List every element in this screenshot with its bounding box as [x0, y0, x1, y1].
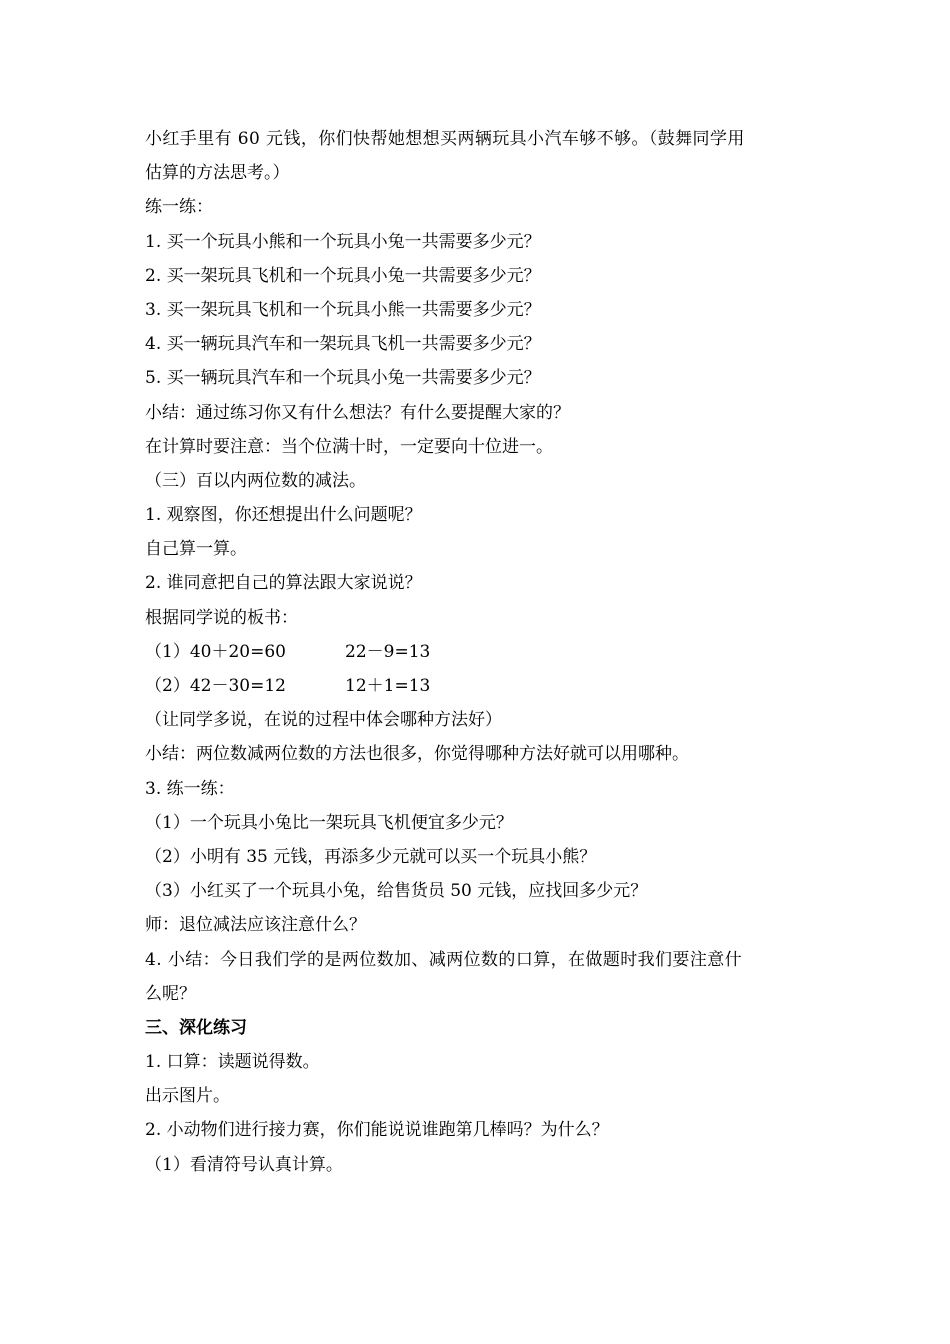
paragraph-line: 自己算一算。: [145, 539, 247, 560]
exercise-item: （1）看清符号认真计算。: [145, 1154, 343, 1175]
document-body: [145, 122, 825, 1182]
paragraph-line: 小红手里有 60 元钱，你们快帮她想想买两辆玩具小汽车够不够。（鼓舞同学用: [145, 129, 745, 149]
practice-label: 3. 练一练：: [145, 778, 235, 799]
note-line: 在计算时要注意：当个位满十时，一定要向十位进一。: [145, 436, 553, 457]
paragraph-line: 么呢？: [145, 983, 196, 1004]
summary-line: 4. 小结：今日我们学的是两位数加、减两位数的口算，在做题时我们要注意什: [145, 949, 743, 970]
question-line: 师：退位减法应该注意什么？: [145, 915, 366, 936]
exercise-item: （2）小明有 35 元钱，再添多少元就可以买一个玩具小熊？: [145, 846, 597, 867]
exercise-item: 1. 口算：读题说得数。: [145, 1052, 320, 1073]
exercise-item: 4. 买一辆玩具汽车和一架玩具飞机一共需要多少元？: [145, 334, 541, 355]
board-equation-right: 12＋1=13: [345, 676, 431, 696]
board-equation-right: 22－9=13: [345, 641, 431, 662]
paragraph-line: 估算的方法思考。）: [145, 163, 290, 184]
section-heading: 三、深化练习: [145, 1017, 247, 1038]
exercise-item: 2. 买一架玩具飞机和一个玩具小兔一共需要多少元？: [145, 265, 541, 286]
board-row: [145, 635, 825, 669]
board-equation-left: （1）40＋20=60: [145, 641, 286, 662]
exercise-item: （1）一个玩具小兔比一架玩具飞机便宜多少元？: [145, 812, 513, 833]
question-line: 2. 小动物们进行接力赛，你们能说说谁跑第几棒吗？为什么？: [145, 1120, 609, 1141]
question-line: 1. 观察图，你还想提出什么问题呢？: [145, 505, 422, 526]
paragraph-line: 根据同学说的板书：: [145, 607, 298, 628]
exercise-item: 5. 买一辆玩具汽车和一个玩具小兔一共需要多少元？: [145, 368, 541, 389]
summary-line: 小结：通过练习你又有什么想法？有什么要提醒大家的？: [145, 402, 570, 423]
board-equation-left: （2）42－30=12: [145, 676, 286, 696]
exercise-item: 1. 买一个玩具小熊和一个玩具小兔一共需要多少元？: [145, 231, 541, 252]
board-row: [145, 669, 825, 703]
section-subtitle: （三）百以内两位数的减法。: [145, 470, 366, 491]
summary-line: 小结：两位数减两位数的方法也很多，你觉得哪种方法好就可以用哪种。: [145, 744, 689, 765]
paragraph-line: 出示图片。: [145, 1086, 230, 1107]
exercise-item: 3. 买一架玩具飞机和一个玩具小熊一共需要多少元？: [145, 299, 541, 320]
practice-label: 练一练：: [145, 197, 213, 218]
exercise-item: （3）小红买了一个玩具小兔，给售货员 50 元钱，应找回多少元？: [145, 881, 648, 902]
paragraph-line: （让同学多说，在说的过程中体会哪种方法好）: [145, 710, 502, 731]
question-line: 2. 谁同意把自己的算法跟大家说说？: [145, 573, 422, 594]
